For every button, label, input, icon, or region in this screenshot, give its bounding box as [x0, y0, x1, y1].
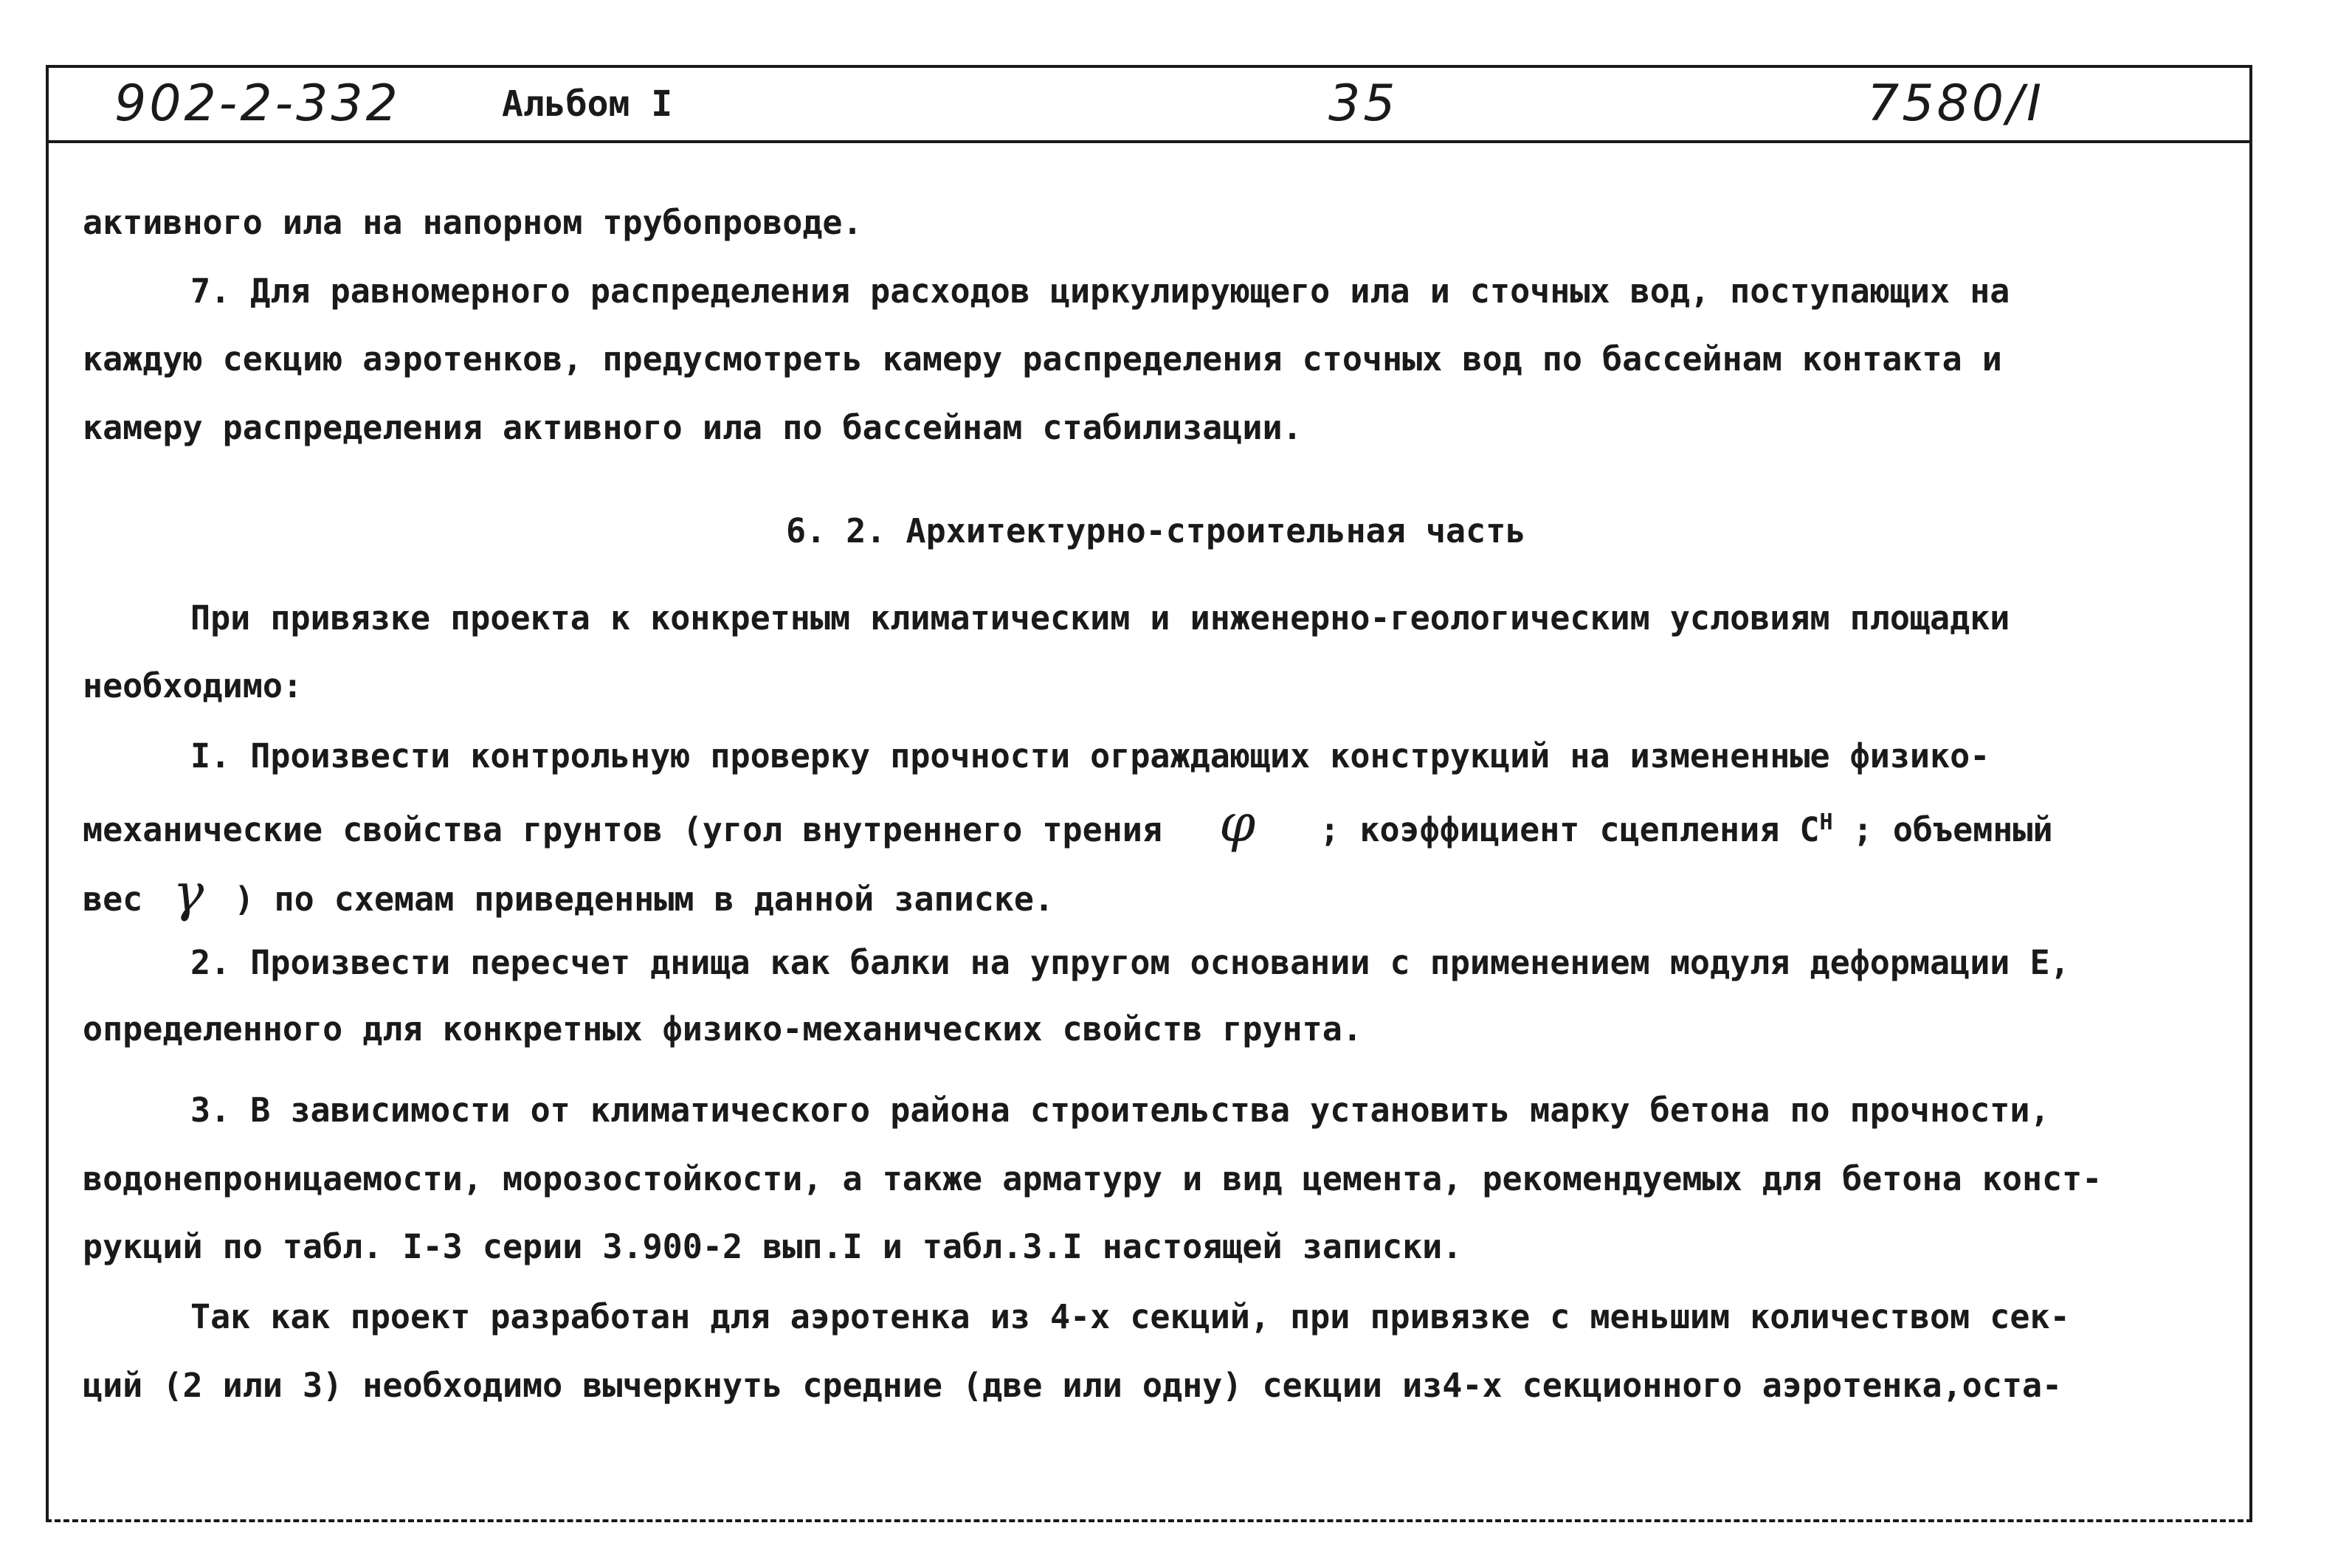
text-line-12: 3. В зависимости от климатического района строительства установить марку бетона по прочности,: [190, 1091, 2050, 1130]
text-line-8-part-a: механические свойства грунтов (угол внутреннего трения: [83, 810, 1162, 849]
text-line-14: рукций по табл. I-3 серии 3.900-2 вып.I и табл.3.I настоящей записки.: [83, 1227, 1463, 1266]
text-line-16: ций (2 или 3) необходимо вычеркнуть средние (две или одну) секции из4-х секционного аэротенка,оста-: [83, 1366, 2063, 1405]
text-line-11: определенного для конкретных физико-механических свойств грунта.: [83, 1009, 1362, 1049]
text-line-9-part-a: вес: [83, 880, 143, 919]
doc-code: 902-2-332: [114, 75, 401, 133]
page-number: 35: [1328, 75, 1398, 133]
text-line-3: каждую секцию аэротенков, предусмотреть камеру распределения сточных вод по бассейнам контакта и: [83, 339, 2002, 379]
text-line-9: [83, 863, 1055, 923]
text-line-10: 2. Произвести пересчет днища как балки на упругом основании с применением модуля деформации Е,: [190, 943, 2070, 982]
text-line-5: При привязке проекта к конкретным климатическим и инженерно-геологическим условиям площадки: [190, 598, 2010, 638]
doc-number: 7580/I: [1867, 75, 2045, 133]
phi-symbol: φ: [1219, 793, 1256, 854]
text-line-8-part-b: ; коэффициент сцепления С: [1320, 810, 1820, 849]
text-line-2: 7. Для равномерного распределения расходов циркулирующего ила и сточных вод, поступающих на: [190, 272, 2010, 311]
text-line-13: водонепроницаемости, морозостойкости, а также арматуру и вид цемента, рекомендуемых для бетона конст-: [83, 1159, 2103, 1198]
text-line-8: [83, 793, 2053, 854]
text-line-6: необходимо:: [83, 666, 303, 705]
text-line-8-part-c: ; объемный: [1852, 810, 2053, 849]
text-line-7: I. Произвести контрольную проверку прочности ограждающих конструкций на измененные физико-: [190, 736, 1990, 776]
text-line-1: активного ила на напорном трубопроводе.: [83, 203, 863, 242]
text-line-15: Так как проект разработан для аэротенка из 4-х секций, при привязке с меньшим количеством сек-: [190, 1297, 2070, 1336]
gamma-symbol: γ: [173, 863, 204, 923]
album-label: Альбом I: [502, 83, 673, 125]
text-line-4: камеру распределения активного ила по бассейнам стабилизации.: [83, 408, 1303, 447]
superscript-h: Н: [1819, 809, 1833, 835]
text-line-9-part-b: ) по схемам приведенным в данной записке.: [234, 880, 1055, 919]
section-heading: 6. 2. Архитектурно-строительная часть: [786, 511, 1526, 550]
